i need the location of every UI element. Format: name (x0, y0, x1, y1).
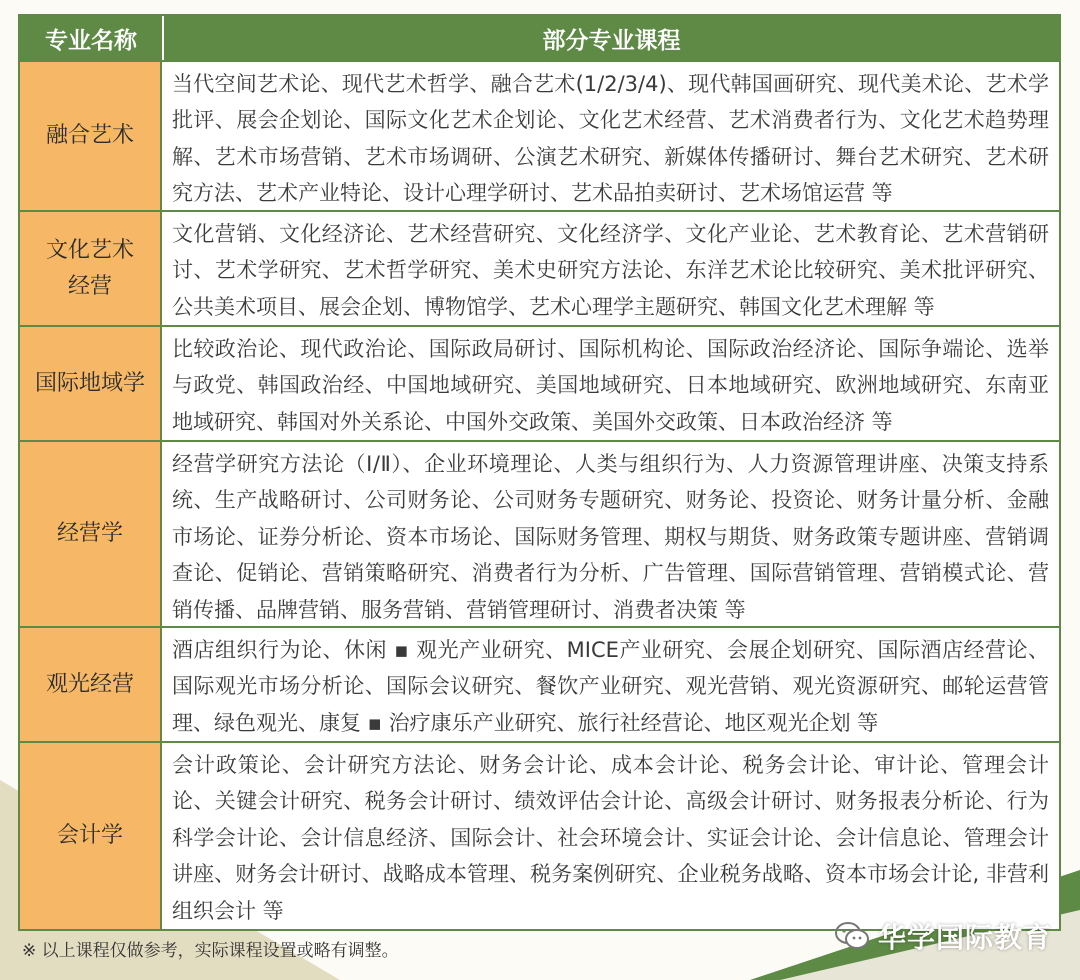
table-row (20, 325, 1059, 440)
table-row (20, 440, 1059, 626)
watermark-text: 华学国际教育 (877, 921, 1052, 954)
major-courses: 当代空间艺术论、现代艺术哲学、融合艺术(1/2/3/4)、现代韩国画研究、现代美术论、艺术学批评、展会企划论、国际文化艺术企划论、文化艺术经营、艺术消费者行为、文化艺术趋势理解、艺术市场营销、艺术市场调研、公演艺术研究、新媒体传播研讨、舞台艺术研究、艺术研究方法、艺术产业特论、设计心理学研讨、艺术品拍卖研讨、艺术场馆运营 等 (172, 72, 1049, 206)
major-name: 会计学 (20, 743, 162, 929)
watermark (834, 916, 1052, 956)
major-name: 观光经营 (20, 628, 162, 741)
major-name: 国际地域学 (20, 327, 162, 440)
major-name: 文化艺术经营 (20, 212, 162, 325)
major-courses: 经营学研究方法论（Ⅰ/Ⅱ）、企业环境理论、人类与组织行为、人力资源管理讲座、决策支持系统、生产战略研讨、公司财务论、公司财务专题研究、财务论、投资论、财务计量分析、金融市场论、证券分析论、资本市场论、国际财务管理、期权与期货、财务政策专题讲座、营销调查论、促销论、营销策略研究、消费者行为分析、广告管理、国际营销管理、营销模式论、营销传播、品牌营销、服务营销、营销管理研讨、消费者决策 等 (172, 452, 1049, 622)
major-name: 经营学 (20, 442, 162, 626)
table-row (20, 741, 1059, 929)
major-courses: 会计政策论、会计研究方法论、财务会计论、成本会计论、税务会计论、审计论、管理会计论、关键会计研究、税务会计研讨、绩效评估会计论、高级会计研讨、财务报表分析论、行为科学会计论、会计信息经济、国际会计、社会环境会计、实证会计论、会计信息论、管理会计讲座、财务会计研讨、战略成本管理、税务案例研究、企业税务战略、资本市场会计论, 非营利组织会计 等 (172, 753, 1049, 923)
footnote: ※ 以上课程仅做参考，实际课程设置或略有调整。 (22, 941, 399, 961)
table-header (20, 16, 1059, 60)
major-courses: 文化营销、文化经济论、艺术经营研究、文化经济学、文化产业论、艺术教育论、艺术营销研讨、艺术学研究、艺术哲学研究、美术史研究方法论、东洋艺术论比较研究、美术批评研究、公共美术项目、展会企划、博物馆学、艺术心理学主题研究、韩国文化艺术理解 等 (172, 222, 1049, 319)
header-courses: 部分专业课程 (542, 27, 681, 54)
header-major-name: 专业名称 (20, 16, 164, 60)
table-row (20, 626, 1059, 741)
table-row (20, 60, 1059, 210)
table-row (20, 210, 1059, 325)
wechat-icon (834, 921, 870, 951)
course-table (18, 14, 1061, 931)
major-name: 融合艺术 (20, 62, 162, 210)
major-courses: 酒店组织行为论、休闲 ▪ 观光产业研究、MICE产业研究、会展企划研究、国际酒店经营论、国际观光市场分析论、国际会议研究、餐饮产业研究、观光营销、观光资源研究、邮轮运营管理、绿色观光、康复 ▪ 治疗康乐产业研究、旅行社经营论、地区观光企划 等 (172, 638, 1049, 735)
major-courses: 比较政治论、现代政治论、国际政局研讨、国际机构论、国际政治经济论、国际争端论、选举与政党、韩国政治经、中国地域研究、美国地域研究、日本地域研究、欧洲地域研究、东南亚地域研究、韩国对外关系论、中国外交政策、美国外交政策、日本政治经济 等 (172, 337, 1049, 434)
